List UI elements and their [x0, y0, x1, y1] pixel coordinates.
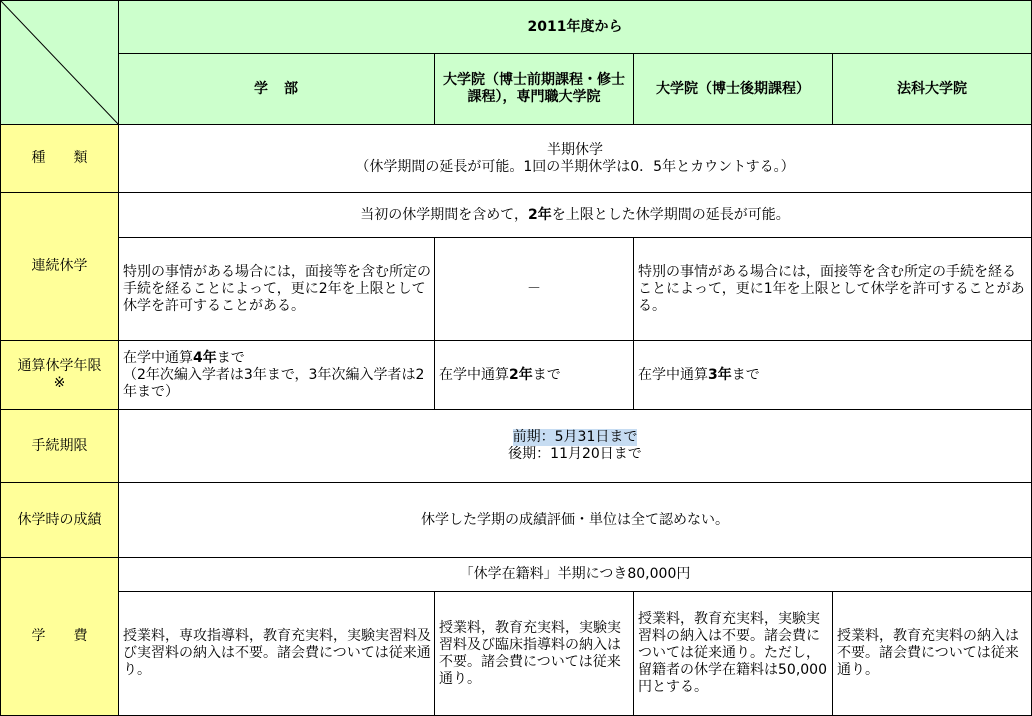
row-label-deadline: 手続期限	[0, 409, 119, 483]
continuous-master-cell: －	[434, 237, 634, 341]
fees-master-cell: 授業料，教育充実料，実験実習料及び臨床指導料の納入は不要。諸会費については従来通り。	[434, 591, 634, 716]
continuous-common-cell: 当初の休学期間を含めて，2年を上限とした休学期間の延長が可能。	[118, 192, 1032, 238]
total-doctoral-law-cell: 在学中通算3年まで	[633, 340, 1032, 410]
deadline-second: 後期：11月20日まで	[508, 446, 642, 462]
type-line1: 半期休学	[547, 141, 603, 158]
corner-diagonal	[0, 0, 119, 125]
header-year	[118, 0, 1032, 54]
row-label-total: 通算休学年限 ※	[0, 340, 119, 410]
header-col-undergrad: 学 部	[118, 53, 435, 125]
header-year-text: 2011年度から	[527, 18, 623, 35]
deadline-first: 前期：5月31日まで	[512, 429, 638, 445]
total-undergrad-cell: 在学中通算4年まで （2年次編入学者は3年まで，3年次編入学者は2年まで）	[118, 340, 435, 410]
type-cell	[118, 124, 1032, 193]
row-label-type: 種 類	[0, 124, 119, 193]
header-col-law: 法科大学院	[832, 53, 1032, 125]
type-line2: （休学期間の延長が可能。1回の半期休学は0．5年とカウントする。）	[355, 158, 795, 175]
header-col-doctoral: 大学院（博士後期課程）	[633, 53, 833, 125]
fees-common-cell: 「休学在籍料」半期につき80,000円	[118, 557, 1032, 592]
continuous-undergrad-cell: 特別の事情がある場合には，面接等を含む所定の手続を経ることによって，更に2年を上限として休学を許可することがある。	[118, 237, 435, 341]
fees-doctoral-cell: 授業料，教育充実料，実験実習料の納入は不要。諸会費については従来通り。ただし，留籍者の休学在籍料は50,000円とする。	[633, 591, 833, 716]
row-label-continuous: 連続休学	[0, 192, 119, 341]
continuous-doctoral-law-cell: 特別の事情がある場合には，面接等を含む所定の手続を経ることによって，更に1年を上限として休学を許可することがある。	[633, 237, 1032, 341]
row-label-fees: 学 費	[0, 557, 119, 716]
row-label-grades: 休学時の成績	[0, 482, 119, 558]
header-col-master: 大学院（博士前期課程・修士課程），専門職大学院	[434, 53, 634, 125]
total-master-cell: 在学中通算2年まで	[434, 340, 634, 410]
fees-law-cell: 授業料，教育充実料の納入は不要。諸会費については従来通り。	[832, 591, 1032, 716]
fees-undergrad-cell: 授業料，専攻指導料，教育充実料，実験実習料及び実習料の納入は不要。諸会費については従来通り。	[118, 591, 435, 716]
grades-cell: 休学した学期の成績評価・単位は全て認めない。	[118, 482, 1032, 558]
deadline-cell	[118, 409, 1032, 483]
